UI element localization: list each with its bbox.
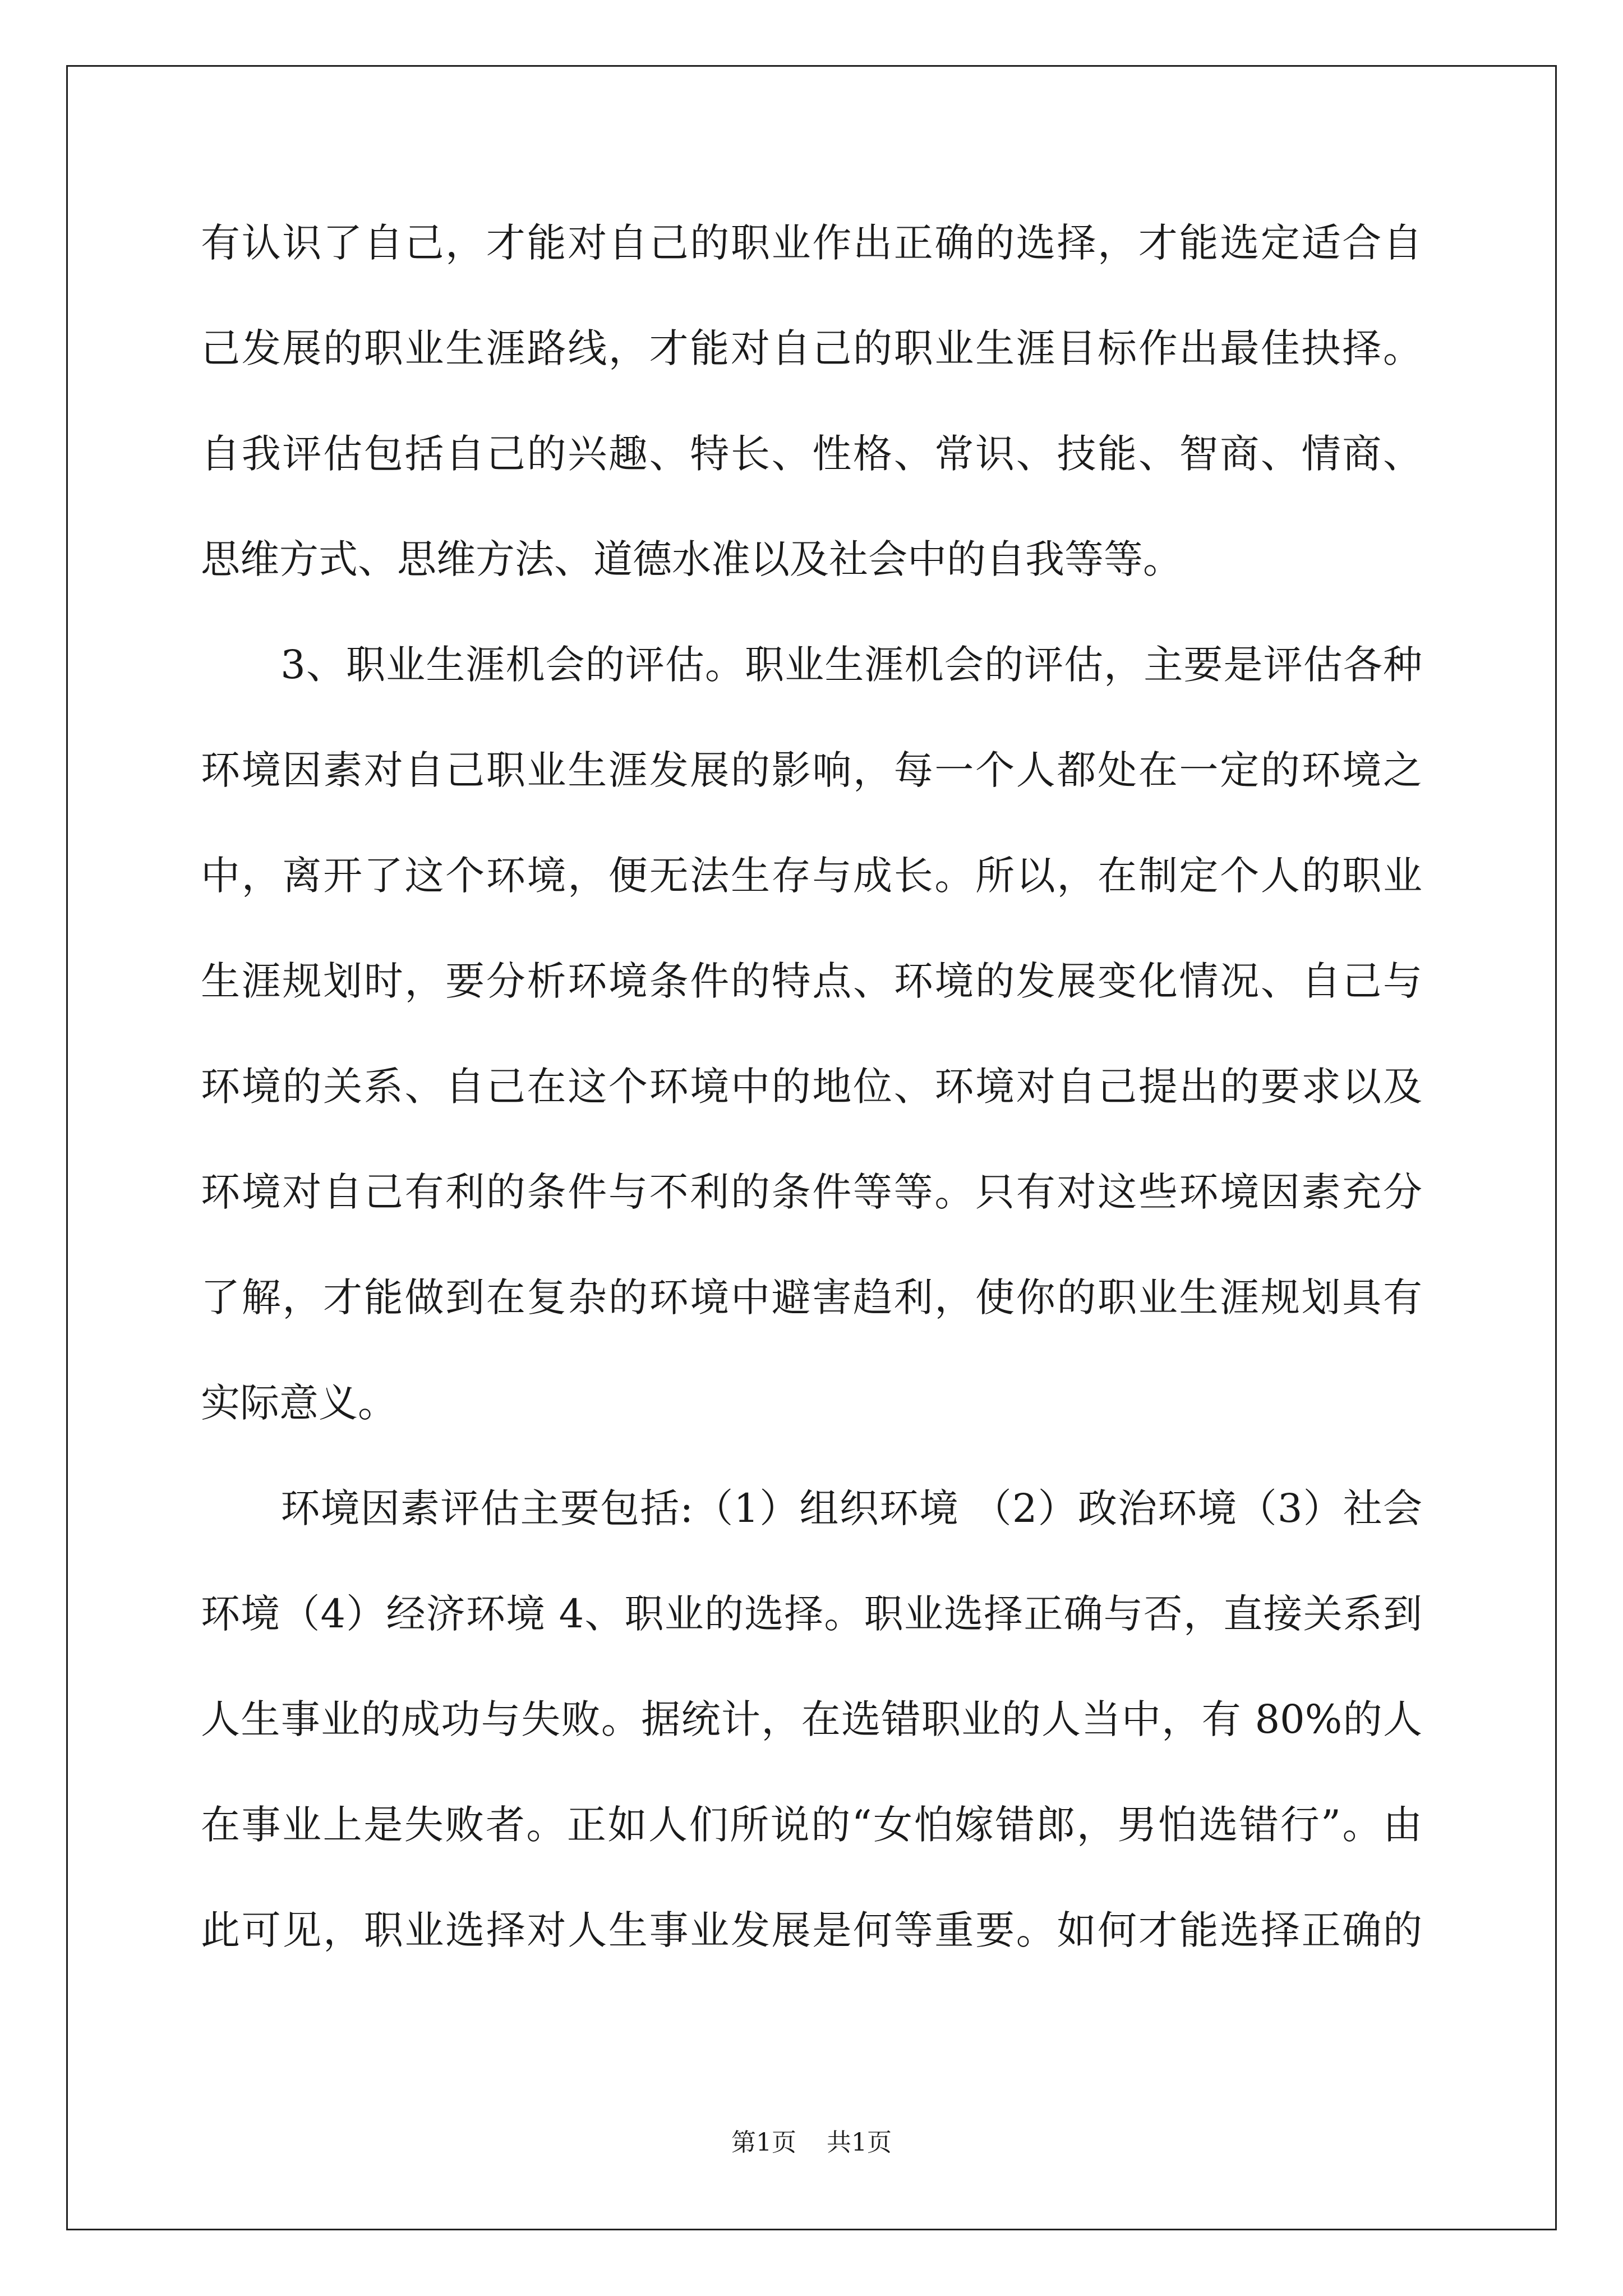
text-line: 实际意义。 xyxy=(201,1380,397,1426)
text-line: 此可见，职业选择对人生事业发展是何等重要。如何才能选择正确的 xyxy=(201,1907,1422,1953)
text-line: 有认识了自己，才能对自己的职业作出正确的选择，才能选定适合自 xyxy=(201,220,1422,266)
page-number-total: 共1页 xyxy=(827,2128,892,2157)
text-line: 在事业上是失败者。正如人们所说的“女怕嫁错郎，男怕选错行”。由 xyxy=(201,1802,1422,1848)
text-line: 思维方式、思维方法、道德水准以及社会中的自我等等。 xyxy=(201,536,1182,582)
page-number-current: 第1页 xyxy=(731,2128,796,2157)
text-line: 己发展的职业生涯路线，才能对自己的职业生涯目标作出最佳抉择。 xyxy=(201,325,1422,371)
text-line: 环境对自己有利的条件与不利的条件等等。只有对这些环境因素充分 xyxy=(201,1169,1422,1215)
page-footer xyxy=(0,2126,1623,2160)
text-line: 环境因素评估主要包括:（1）组织环境 （2）政治环境（3）社会 xyxy=(201,1485,1422,1531)
text-line: 人生事业的成功与失败。据统计，在选错职业的人当中，有 80%的人 xyxy=(201,1696,1422,1742)
text-line: 自我评估包括自己的兴趣、特长、性格、常识、技能、智商、情商、 xyxy=(201,431,1422,477)
text-line: 生涯规划时，要分析环境条件的特点、环境的发展变化情况、自己与 xyxy=(201,958,1422,1004)
text-line: 中，离开了这个环境，便无法生存与成长。所以，在制定个人的职业 xyxy=(201,853,1422,899)
text-line: 环境的关系、自己在这个环境中的地位、环境对自己提出的要求以及 xyxy=(201,1064,1422,1110)
text-line: 3、职业生涯机会的评估。职业生涯机会的评估，主要是评估各种 xyxy=(201,642,1422,688)
text-line: 了解，才能做到在复杂的环境中避害趋利，使你的职业生涯规划具有 xyxy=(201,1274,1422,1320)
text-line: 环境（4）经济环境 4、职业的选择。职业选择正确与否，直接关系到 xyxy=(201,1591,1422,1637)
text-line: 环境因素对自己职业生涯发展的影响，每一个人都处在一定的环境之 xyxy=(201,747,1422,793)
